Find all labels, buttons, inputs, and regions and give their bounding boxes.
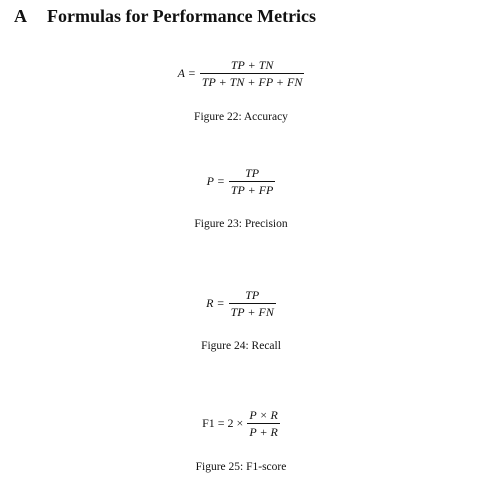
figure-caption-precision: Figure 23: Precision — [194, 218, 288, 230]
fraction-numerator: TP — [245, 288, 260, 302]
equation-lhs: A = — [177, 66, 196, 80]
equation-lhs: R = — [206, 296, 225, 310]
section-heading — [14, 4, 316, 28]
fraction-bar — [229, 181, 276, 182]
fraction-denominator: P + R — [249, 425, 278, 439]
f1-score-equation — [0, 408, 482, 439]
fraction — [200, 58, 305, 89]
fraction-bar — [229, 303, 276, 304]
fraction-bar — [247, 423, 280, 424]
precision-equation — [0, 166, 482, 197]
fraction — [229, 288, 276, 319]
fraction — [247, 408, 280, 439]
fraction — [229, 166, 276, 197]
fraction-numerator: TP — [245, 166, 260, 180]
fraction-numerator: TP + TN — [230, 58, 274, 72]
recall-equation — [0, 288, 482, 319]
figure-caption-accuracy: Figure 22: Accuracy — [194, 111, 288, 123]
fraction-denominator: TP + FP — [230, 183, 274, 197]
section-number: A — [14, 5, 27, 26]
figure-caption-f1-score: Figure 25: F1-score — [195, 461, 287, 473]
equation-lhs: F1 = 2 × — [202, 416, 244, 430]
fraction-denominator: TP + FN — [230, 305, 274, 319]
fraction-numerator: P × R — [249, 408, 278, 422]
fraction-denominator: TP + TN + FP + FN — [201, 75, 303, 89]
accuracy-equation — [0, 58, 482, 89]
figure-caption-recall: Figure 24: Recall — [201, 340, 281, 352]
equation-lhs: P = — [206, 174, 225, 188]
fraction-bar — [200, 73, 305, 74]
section-title: Formulas for Performance Metrics — [47, 5, 317, 26]
